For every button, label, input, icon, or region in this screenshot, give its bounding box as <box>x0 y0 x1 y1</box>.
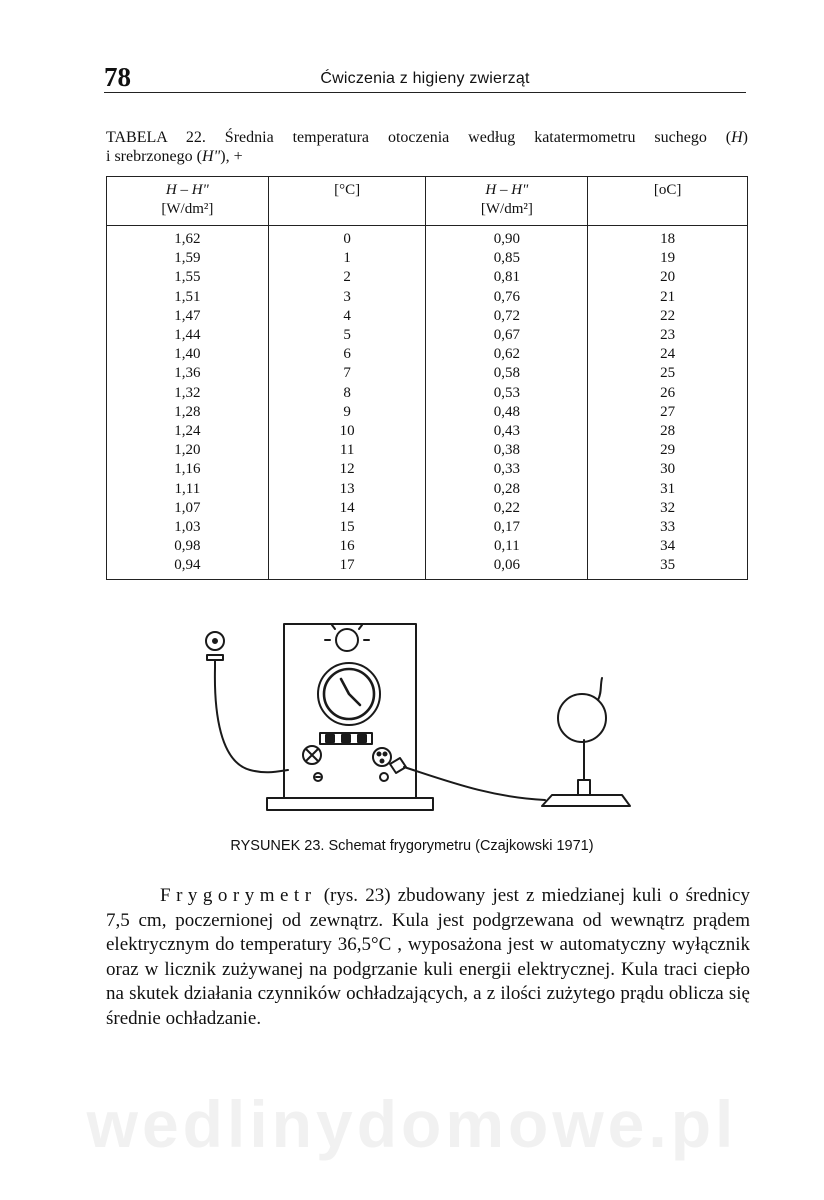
table-row <box>107 226 748 250</box>
table-cell: 17 <box>268 556 426 579</box>
table-cell: 3 <box>268 288 426 307</box>
table-row <box>107 537 748 556</box>
table-cell: 20 <box>588 268 748 287</box>
table-cell: 22 <box>588 307 748 326</box>
table-cell: 1,32 <box>107 384 269 403</box>
col-header-label: H – H" <box>165 182 209 198</box>
col-header-unit: [°C] <box>334 182 361 198</box>
table-cell: 31 <box>588 480 748 499</box>
table-cell: 0,53 <box>426 384 588 403</box>
table-cell: 32 <box>588 499 748 518</box>
table-cell: 1,24 <box>107 422 269 441</box>
spaced-term: Frygorymetr <box>160 885 317 906</box>
table-row <box>107 460 748 479</box>
table-row <box>107 403 748 422</box>
table-cell: 10 <box>268 422 426 441</box>
table-cell: 0,43 <box>426 422 588 441</box>
table-cell: 26 <box>588 384 748 403</box>
table-cell: 1,51 <box>107 288 269 307</box>
caption-text: ) <box>742 129 748 146</box>
table-cell: 11 <box>268 441 426 460</box>
table-cell: 2 <box>268 268 426 287</box>
col-header-unit: [oC] <box>653 182 682 198</box>
table-cell: 24 <box>588 345 748 364</box>
table-cell: 1,20 <box>107 441 269 460</box>
table-cell: 35 <box>588 556 748 579</box>
table-cell: 0,85 <box>426 249 588 268</box>
running-title: Ćwiczenia z higieny zwierząt <box>320 70 530 87</box>
table-row <box>107 518 748 537</box>
caption-symbol-h: H <box>731 129 743 146</box>
table-row <box>107 480 748 499</box>
table-cell: 4 <box>268 307 426 326</box>
table-cell: 8 <box>268 384 426 403</box>
table-row <box>107 268 748 287</box>
table-cell: 1,07 <box>107 499 269 518</box>
table-row <box>107 288 748 307</box>
table-cell: 0,33 <box>426 460 588 479</box>
table-cell: 0,62 <box>426 345 588 364</box>
table-cell: 1,59 <box>107 249 269 268</box>
table-row <box>107 499 748 518</box>
table-body <box>107 226 748 580</box>
col-header-unit: [W/dm²] <box>161 201 214 217</box>
table-cell: 14 <box>268 499 426 518</box>
table-row <box>107 422 748 441</box>
table-cell: 16 <box>268 537 426 556</box>
table-cell: 1 <box>268 249 426 268</box>
table-caption <box>106 128 748 166</box>
table-cell: 1,16 <box>107 460 269 479</box>
table-cell: 0,76 <box>426 288 588 307</box>
caption-text: ), + <box>220 148 243 165</box>
temperature-table <box>106 176 748 580</box>
table-row <box>107 326 748 345</box>
table-caption-line2 <box>106 148 243 165</box>
frigorimeter-figure <box>190 612 650 822</box>
caption-text: i srebrzonego ( <box>106 148 202 165</box>
table-cell: 29 <box>588 441 748 460</box>
table-cell: 0,28 <box>426 480 588 499</box>
table-row <box>107 249 748 268</box>
table-cell: 1,11 <box>107 480 269 499</box>
table-cell: 1,62 <box>107 226 269 250</box>
table-cell: 0,17 <box>426 518 588 537</box>
table-cell: 25 <box>588 364 748 383</box>
page-number: 78 <box>104 62 131 92</box>
table-cell: 6 <box>268 345 426 364</box>
table-cell: 0,06 <box>426 556 588 579</box>
table-cell: 30 <box>588 460 748 479</box>
page-header <box>104 62 746 93</box>
table-cell: 12 <box>268 460 426 479</box>
table-row <box>107 364 748 383</box>
col-header-unit: [W/dm²] <box>480 201 533 217</box>
table-cell: 0,48 <box>426 403 588 422</box>
body-paragraph <box>106 884 750 1032</box>
table-row <box>107 307 748 326</box>
col-header-label: H – H" <box>485 182 529 198</box>
table-cell: 21 <box>588 288 748 307</box>
table-cell: 1,40 <box>107 345 269 364</box>
table-cell: 5 <box>268 326 426 345</box>
table-cell: 23 <box>588 326 748 345</box>
col-header-cooling-2 <box>426 177 588 226</box>
table-cell: 0,72 <box>426 307 588 326</box>
table-cell: 18 <box>588 226 748 250</box>
table-cell: 0,11 <box>426 537 588 556</box>
table-cell: 7 <box>268 364 426 383</box>
table-cell: 0,58 <box>426 364 588 383</box>
table-cell: 0,98 <box>107 537 269 556</box>
table-cell: 15 <box>268 518 426 537</box>
table-cell: 1,47 <box>107 307 269 326</box>
col-header-temp-2 <box>588 177 748 226</box>
table-cell: 0,38 <box>426 441 588 460</box>
table-cell: 33 <box>588 518 748 537</box>
caption-symbol-h2: H" <box>201 148 221 165</box>
table-row <box>107 345 748 364</box>
table-cell: 0,81 <box>426 268 588 287</box>
table-cell: 28 <box>588 422 748 441</box>
table-cell: 0,94 <box>107 556 269 579</box>
table-cell: 0,67 <box>426 326 588 345</box>
table-cell: 9 <box>268 403 426 422</box>
paragraph-text: (rys. 23) zbudowany jest z miedzianej kuli o średnicy 7,5 cm, poczernionej od zewnątrz. Kula jest podgrzewana od wewnątrz prądem elektrycznym do temperatury 36,5°C , wyposażona jest w automatyczny wyłącznik oraz w licznik zużywanej na podgrzanie kuli energii elektrycznej. Kula traci ciepło na skutek działania czynników ochładzających, a z ilości zużytego prądu oblicza się średnie ochładzanie. <box>106 885 750 1029</box>
table-cell: 1,44 <box>107 326 269 345</box>
table-cell: 1,36 <box>107 364 269 383</box>
table-cell: 34 <box>588 537 748 556</box>
table-header-row <box>107 177 748 226</box>
table-cell: 27 <box>588 403 748 422</box>
table-cell: 19 <box>588 249 748 268</box>
frigorimeter-schematic-icon <box>190 612 650 822</box>
watermark: wedlinydomowe.pl <box>86 1087 738 1161</box>
table-cell: 0 <box>268 226 426 250</box>
table-row <box>107 441 748 460</box>
figure-caption: RYSUNEK 23. Schemat frygorymetru (Czajkowski 1971) <box>230 838 594 854</box>
table-cell: 0,22 <box>426 499 588 518</box>
table-cell: 13 <box>268 480 426 499</box>
table-caption-line1 <box>106 128 748 147</box>
table-row <box>107 556 748 579</box>
table-cell: 0,90 <box>426 226 588 250</box>
table-cell: 1,55 <box>107 268 269 287</box>
table-cell: 1,03 <box>107 518 269 537</box>
col-header-cooling-1 <box>107 177 269 226</box>
caption-text: TABELA 22. Średnia temperatura otoczenia według katatermometru suchego ( <box>106 129 732 146</box>
col-header-temp-1 <box>268 177 426 226</box>
table-row <box>107 384 748 403</box>
table-cell: 1,28 <box>107 403 269 422</box>
